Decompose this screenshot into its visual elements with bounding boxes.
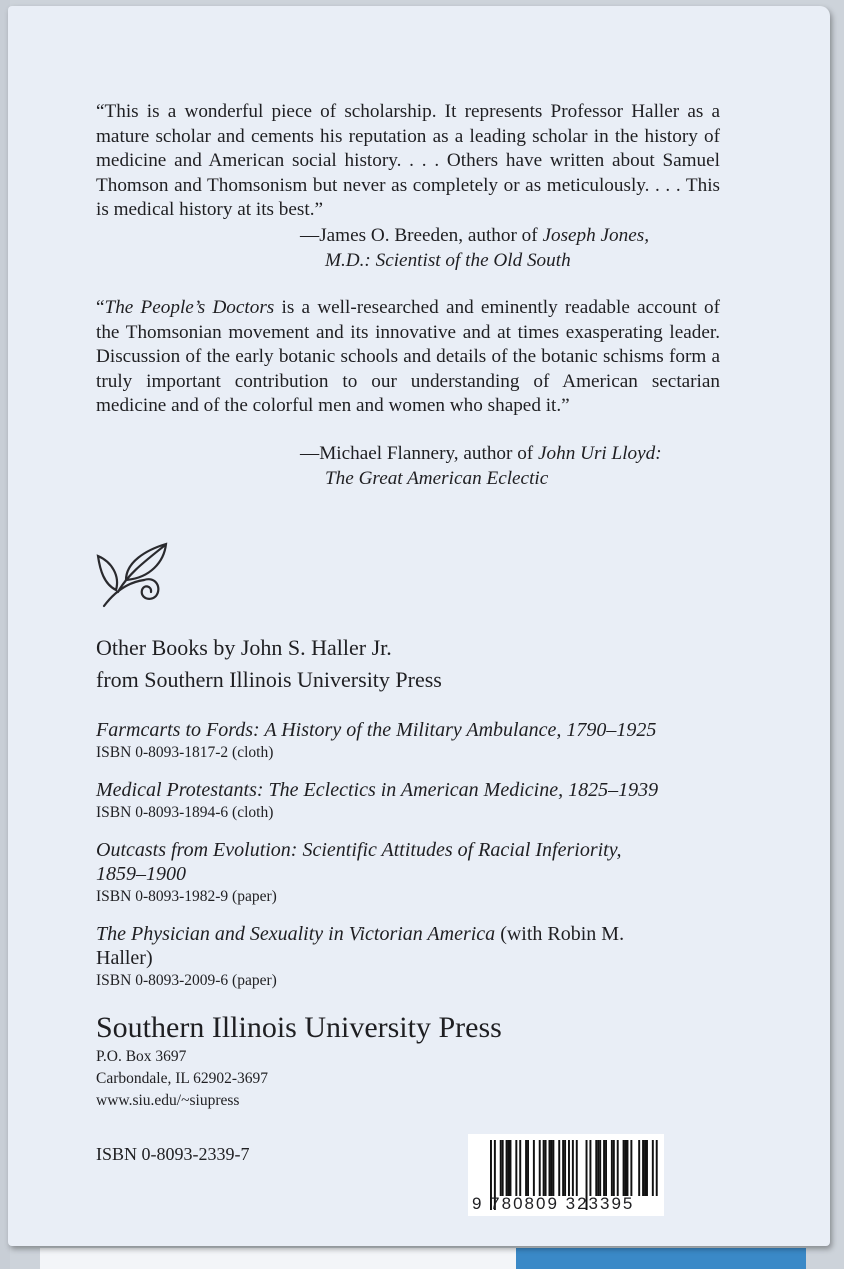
barcode-bar [500, 1140, 502, 1196]
other-books-heading-line1: Other Books by John S. Haller Jr. [96, 635, 392, 660]
blurb-flannery-text: is a well-researched and eminently readable account of the Thomsonian movement and its innovative and at times exasperating leader. Discussion of the early botanic schools and details of the botanic schisms form a truly important contribution to our understanding of American sectarian medicine and of the colorful men and women who shaped it.” [96, 297, 721, 416]
barcode-bar [527, 1140, 529, 1196]
barcode-bar [644, 1140, 646, 1196]
address-line-1: P.O. Box 3697 [96, 1048, 187, 1065]
book-title: Farmcarts to Fords: A History of the Military Ambulance, 1790–1925 [96, 719, 657, 741]
attribution-title: John Uri Lloyd: [538, 443, 662, 464]
barcode-bar [562, 1140, 564, 1196]
book-entry [96, 718, 716, 764]
book-isbn: ISBN 0-8093-1982-9 (paper) [96, 888, 277, 905]
barcode-bar [613, 1140, 615, 1196]
publisher-name: Southern Illinois University Press [96, 1011, 502, 1044]
other-books-heading-line2: from Southern Illinois University Press [96, 667, 442, 692]
barcode-bar [646, 1140, 648, 1196]
barcode-bar [642, 1140, 644, 1196]
barcode-bar [589, 1140, 591, 1196]
address-line-2: Carbondale, IL 62902-3697 [96, 1070, 269, 1087]
barcode-bar [502, 1140, 504, 1196]
book-title-note: (with Robin M. Haller) [96, 923, 625, 969]
barcode-bar [572, 1140, 574, 1196]
barcode-bar [525, 1140, 527, 1196]
barcode-bar [623, 1140, 625, 1196]
barcode-bar [656, 1140, 658, 1196]
barcode-bar [568, 1140, 570, 1196]
blurb-breeden [96, 100, 720, 223]
barcode-bar [539, 1140, 541, 1196]
barcode-bar [515, 1140, 517, 1196]
other-books-heading [96, 632, 442, 696]
page-bottom-edge [40, 1248, 520, 1269]
attribution-title-cont: M.D.: Scientist of the Old South [325, 249, 571, 271]
barcode-bar [564, 1140, 566, 1196]
book-title-reference: The People’s Doctors [104, 297, 275, 318]
barcode-bar [543, 1140, 545, 1196]
barcode-bar [599, 1140, 601, 1196]
attribution-author: —Michael Flannery, author of [300, 443, 538, 464]
barcode-bar [508, 1140, 510, 1196]
blurb-flannery-attribution [300, 442, 662, 491]
barcode-bar [558, 1140, 560, 1196]
book-entry [96, 922, 676, 992]
publisher-website: www.siu.edu/~siupress [96, 1092, 240, 1109]
barcode-bar [533, 1140, 535, 1196]
barcode-bar [617, 1140, 619, 1196]
barcode-bar [550, 1140, 552, 1196]
barcode-bar [549, 1140, 551, 1196]
barcode-bar [652, 1140, 654, 1196]
blurb-breeden-attribution [300, 224, 649, 273]
barcode-bar [519, 1140, 521, 1196]
barcode-bar [552, 1140, 554, 1196]
barcode-bar [630, 1140, 632, 1196]
main-isbn: ISBN 0-8093-2339-7 [96, 1144, 250, 1164]
barcode-bar [506, 1140, 508, 1196]
barcode-bar [545, 1140, 547, 1196]
book-isbn: ISBN 0-8093-1894-6 (cloth) [96, 804, 274, 821]
blurb-breeden-text: “This is a wonderful piece of scholarship. It represents Professor Haller as a mature scholar and cements his reputation as a leading scholar in the history of medicine and American social history. . . . Others have written about Samuel Thomson and Thomsonism but never as completely or as meticulously. . . . This is medical history at its best.” [96, 101, 720, 220]
attribution-author: —James O. Breeden, author of [300, 225, 543, 246]
barcode-bar [597, 1140, 599, 1196]
leaf-spiral-icon [96, 540, 172, 610]
barcode [468, 1134, 664, 1216]
publisher-address [96, 1046, 268, 1112]
barcode-bar [638, 1140, 640, 1196]
barcode-bar [510, 1140, 512, 1196]
attribution-title: Joseph Jones, [542, 225, 650, 246]
book-isbn: ISBN 0-8093-1817-2 (cloth) [96, 744, 274, 761]
barcode-bar [595, 1140, 597, 1196]
book-title: Outcasts from Evolution: Scientific Attitudes of Racial Inferiority, 1859–1900 [96, 839, 622, 885]
barcode-bar [605, 1140, 607, 1196]
barcode-bar [576, 1140, 578, 1196]
barcode-bar [625, 1140, 627, 1196]
cover-bottom-edge [516, 1248, 806, 1269]
barcode-bar [611, 1140, 613, 1196]
attribution-title-cont: The Great American Eclectic [325, 467, 549, 489]
barcode-bar [603, 1140, 605, 1196]
book-entry [96, 838, 656, 908]
book-title: Medical Protestants: The Eclectics in American Medicine, 1825–1939 [96, 779, 659, 801]
book-title: The Physician and Sexuality in Victorian America [96, 923, 496, 945]
barcode-bar [627, 1140, 629, 1196]
book-isbn: ISBN 0-8093-2009-6 (paper) [96, 972, 277, 989]
book-entry [96, 778, 716, 824]
blurb-flannery [96, 296, 720, 419]
open-quote: “ [96, 297, 105, 318]
barcode-digits: 9 780809 323395 [472, 1194, 635, 1213]
